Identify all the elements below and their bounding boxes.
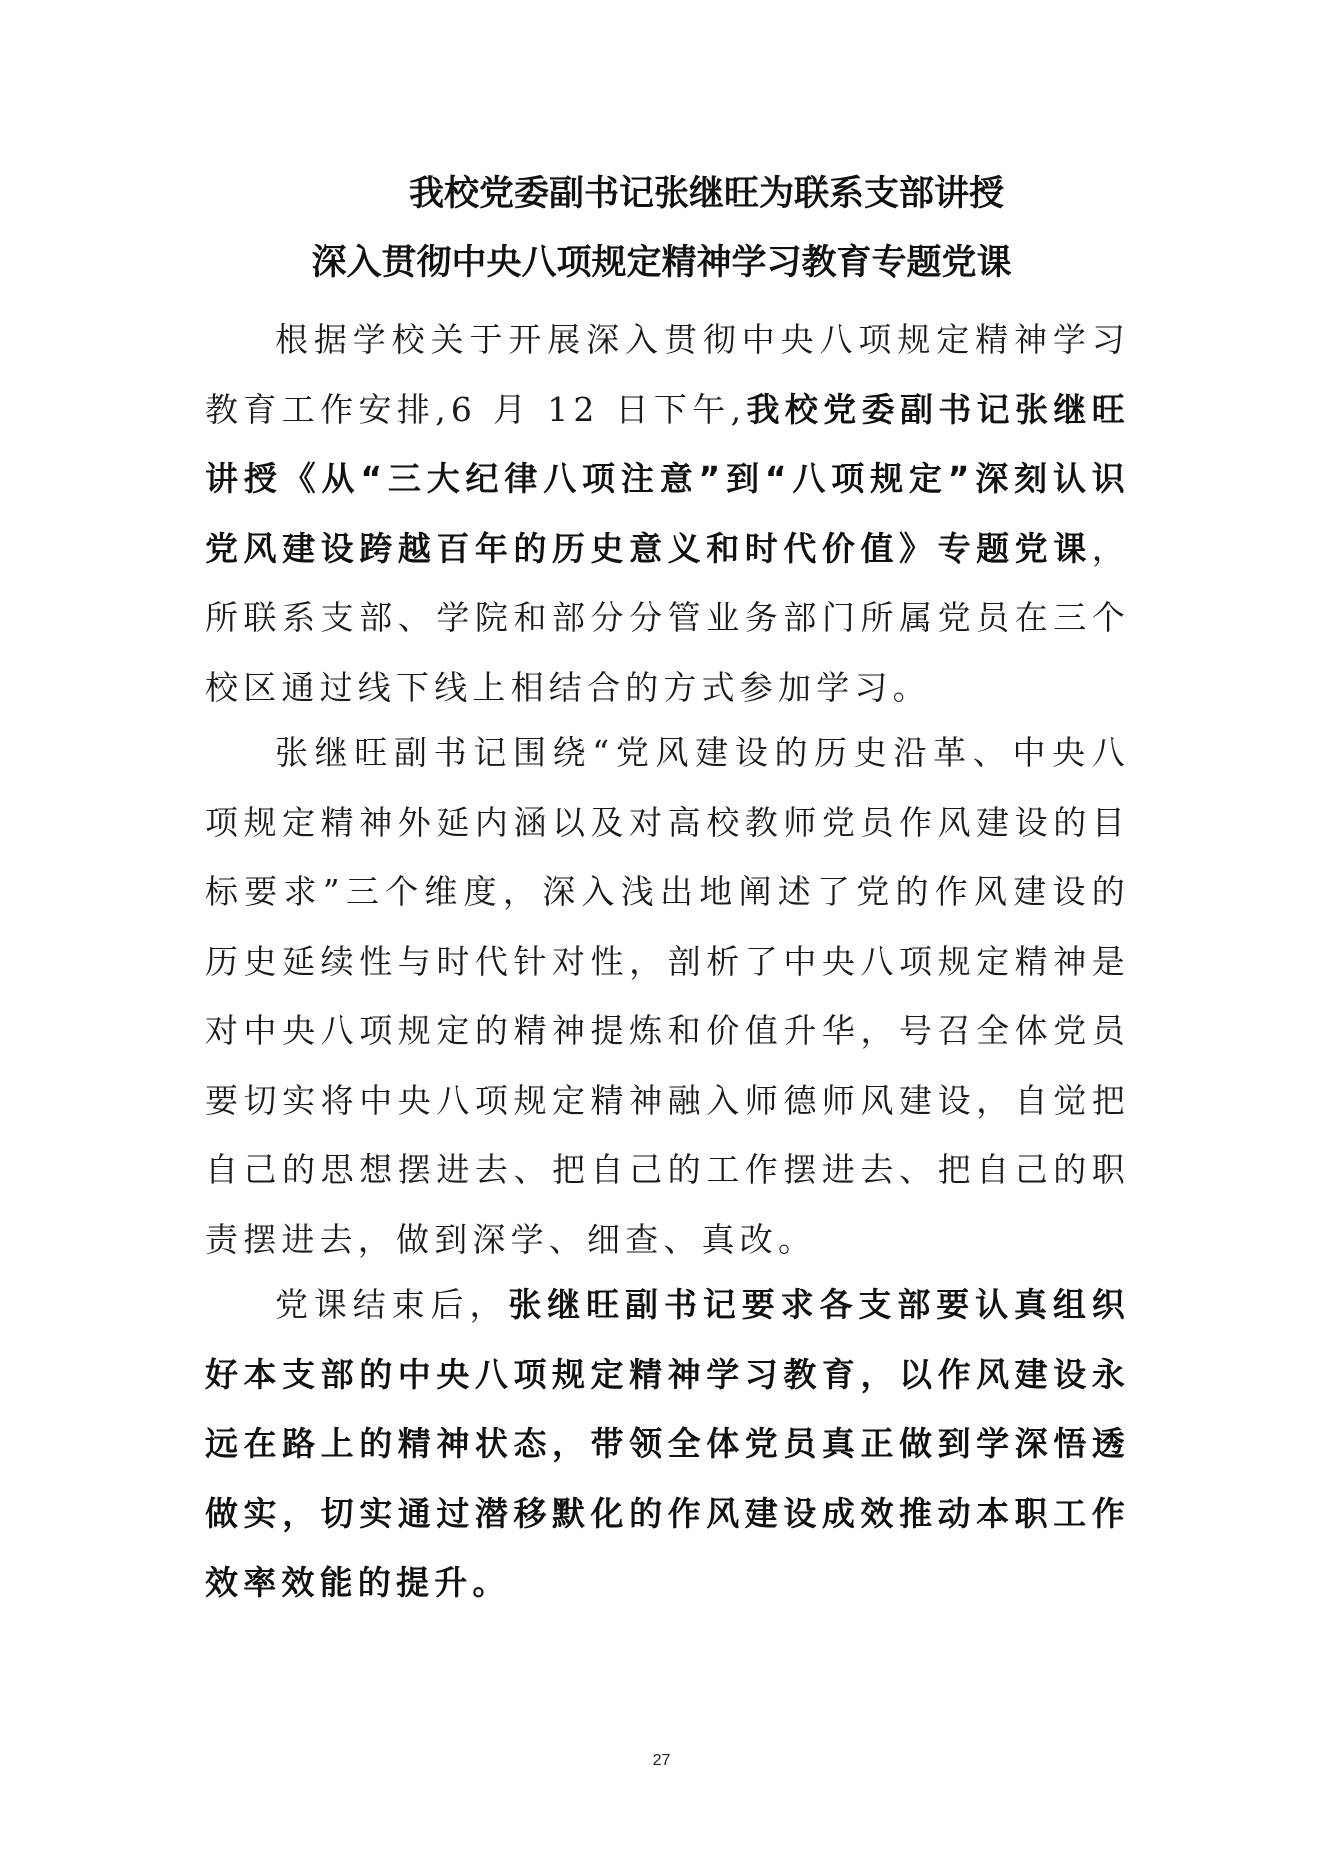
- paragraph-1: [205, 305, 1130, 722]
- document-title-line-1: 我校党委副书记张继旺为联系支部讲授: [408, 174, 1004, 214]
- page-number: 27: [652, 1752, 671, 1769]
- paragraph-1-emphasis: 我校党委副书记张继旺讲授《从“三大纪律八项注意”到“八项规定”深刻认识党风建设跨越百年的历史意义和时代价值》专题党课: [205, 389, 1130, 568]
- paragraph-1-tail: ，所联系支部、学院和部分分管业务部门所属党员在三个校区通过线下线上相结合的方式参加学习。: [205, 528, 1130, 707]
- paragraph-2: 张继旺副书记围绕“党风建设的历史沿革、中央八项规定精神外延内涵以及对高校教师党员作风建设的目标要求”三个维度，深入浅出地阐述了党的作风建设的历史延续性与时代针对性，剖析了中央八项规定精神是对中央八项规定的精神提炼和价值升华，号召全体党员要切实将中央八项规定精神融入师德师风建设，自觉把自己的思想摆进去、把自己的工作摆进去、把自己的职责摆进去，做到深学、细查、真改。: [205, 733, 1130, 1259]
- paragraph-3-lead: 党课结束后，: [275, 1285, 509, 1324]
- paragraph-3: [205, 1270, 1130, 1618]
- paragraph-3-emphasis: 张继旺副书记要求各支部要认真组织好本支部的中央八项规定精神学习教育，以作风建设永远在路上的精神状态，带领全体党员真正做到学深悟透做实，切实通过潜移默化的作风建设成效推动本职工作效率效能的提升。: [205, 1285, 1130, 1602]
- document-title-line-2: 深入贯彻中央八项规定精神学习教育专题党课: [311, 243, 1012, 283]
- paragraph-1-lead: 根据学校关于开展深入贯彻中央八项规定精神学习教育工作安排,6 月 12 日下午,: [205, 320, 1130, 429]
